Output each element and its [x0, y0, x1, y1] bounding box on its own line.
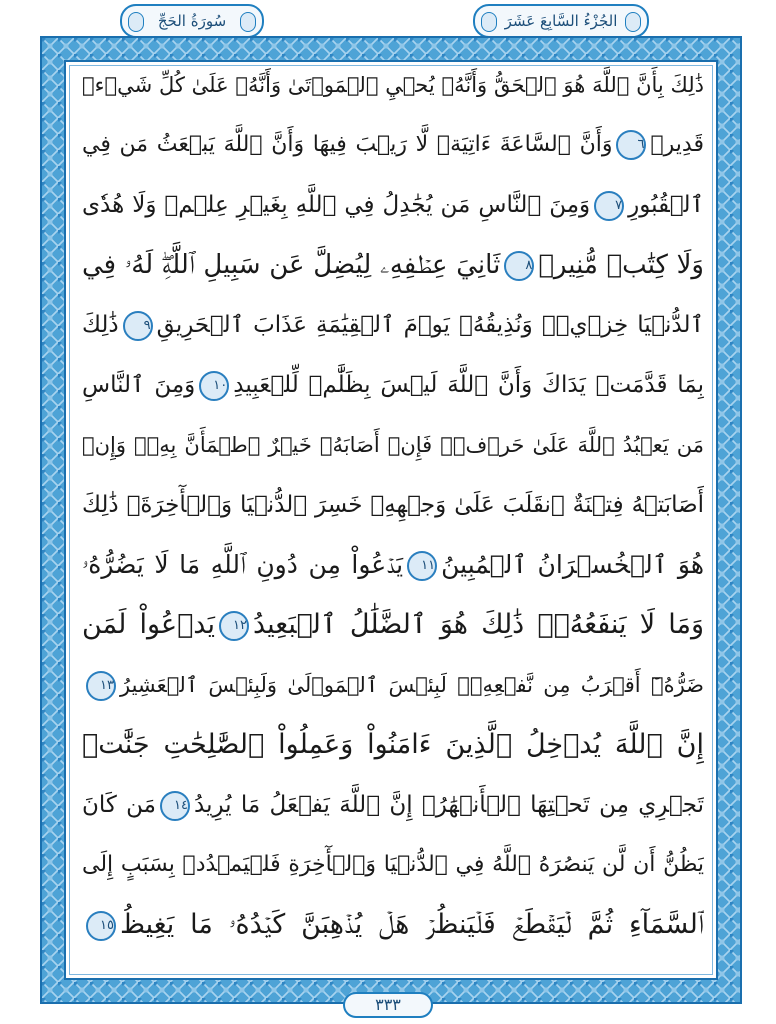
text-line: [82, 420, 704, 470]
juz-name-header: [473, 4, 649, 38]
text-line: [82, 660, 704, 710]
text-line: [82, 360, 704, 410]
ayah-number-marker: ٧: [594, 191, 624, 221]
surah-name: سُورَةُ الحَجِّ: [157, 12, 227, 30]
ayah-number-marker: ١٠: [199, 371, 229, 401]
verse-text: ذَٰلِكَ: [82, 312, 119, 338]
text-line: [82, 540, 704, 590]
verse-text: يَدۡعُواْ لَمَن: [82, 609, 215, 640]
verse-text: يَدۡعُواْ مِن دُونِ ٱللَّهِ مَا لَا يَضُرُّهُۥ: [82, 550, 404, 579]
verse-text: مَن يَعۡبُدُ ٱللَّهَ عَلَىٰ حَرۡفٖۖ فَإِنۡ أَصَابَهُۥ خَيۡرٌ ٱطۡمَأَنَّ بِهِۦۖ وَإِنۡ: [82, 433, 704, 457]
text-line: [82, 900, 704, 950]
text-line: [82, 780, 704, 830]
text-line: [82, 120, 704, 170]
text-line: [82, 840, 704, 890]
verse-text: بِمَا قَدَّمَتۡ يَدَاكَ وَأَنَّ ٱللَّهَ لَيۡسَ بِظَلَّٰمٖ لِّلۡعَبِيدِ: [233, 372, 704, 398]
verse-text: ذَٰلِكَ بِأَنَّ ٱللَّهَ هُوَ ٱلۡحَقُّ وَأَنَّهُۥ يُحۡيِ ٱلۡمَوۡتَىٰ وَأَنَّهُۥ عَلَىٰ كُلِّ شَيۡءٖ: [82, 73, 704, 97]
verse-text: يَظُنُّ أَن لَّن يَنصُرَهُ ٱللَّهُ فِي ٱلدُّنۡيَا وَٱلۡأٓخِرَةِ فَلۡيَمۡدُدۡ بِسَبَبٍ إِلَى: [82, 852, 704, 877]
quran-text: [82, 56, 704, 962]
verse-text: وَمِنَ ٱلنَّاسِ مَن يُجَٰدِلُ فِي ٱللَّهِ بِغَيۡرِ عِلۡمٖ وَلَا هُدٗى: [82, 192, 591, 218]
text-line: [82, 180, 704, 230]
text-line: [82, 60, 704, 110]
surah-name-header: [120, 4, 264, 38]
text-line: [82, 720, 704, 770]
verse-text: ٱلسَّمَآءِ ثُمَّ لۡيَقۡطَعۡ فَلۡيَنظُرۡ هَلۡ يُذۡهِبَنَّ كَيۡدُهُۥ مَا يَغِيظُ: [120, 909, 704, 940]
ayah-number-marker: ١٣: [86, 671, 116, 701]
verse-text: هُوَ ٱلۡخُسۡرَانُ ٱلۡمُبِينُ: [441, 550, 704, 579]
text-line: [82, 240, 704, 290]
verse-text: ضَرُّهُۥٓ أَقۡرَبُ مِن نَّفۡعِهِۦۚ لَبِئۡسَ ٱلۡمَوۡلَىٰ وَلَبِئۡسَ ٱلۡعَشِيرُ: [120, 673, 704, 697]
ayah-number-marker: ١١: [407, 551, 437, 581]
verse-text: وَلَا كِتَٰبٖ مُّنِيرٖ: [538, 250, 704, 280]
verse-text: ثَانِيَ عِطۡفِهِۦ لِيُضِلَّ عَن سَبِيلِ ٱللَّهِۖ لَهُۥ فِي: [82, 250, 501, 280]
ayah-number-marker: ١٢: [219, 611, 249, 641]
text-line: [82, 300, 704, 350]
verse-text: ٱلۡقُبُورِ: [628, 192, 704, 218]
verse-text: تَجۡرِي مِن تَحۡتِهَا ٱلۡأَنۡهَٰرُۚ إِنَّ ٱللَّهَ يَفۡعَلُ مَا يُرِيدُ: [194, 792, 704, 818]
verse-text: وَأَنَّ ٱلسَّاعَةَ ءَاتِيَةٞ لَّا رَيۡبَ فِيهَا وَأَنَّ ٱللَّهَ يَبۡعَثُ مَن فِي: [82, 132, 613, 157]
verse-text: أَصَابَتۡهُ فِتۡنَةٌ ٱنقَلَبَ عَلَىٰ وَجۡهِهِۦ خَسِرَ ٱلدُّنۡيَا وَٱلۡأٓخِرَةَۚ ذَٰلِكَ: [82, 492, 704, 518]
ayah-number-marker: ١٥: [86, 911, 116, 941]
juz-name: الجُزْءُ السَّابِعَ عَشَرَ: [504, 12, 618, 30]
ayah-number-marker: ٦: [616, 130, 646, 160]
text-line: [82, 600, 704, 650]
verse-text: ٱلدُّنۡيَا خِزۡيٞۖ وَنُذِيقُهُۥ يَوۡمَ ٱلۡقِيَٰمَةِ عَذَابَ ٱلۡحَرِيقِ: [156, 312, 704, 338]
ayah-number-marker: ٩: [123, 311, 153, 341]
text-line: [82, 480, 704, 530]
page-number: ٣٣٣: [343, 992, 433, 1018]
ayah-number-marker: ٨: [504, 251, 534, 281]
verse-text: مَن كَانَ: [82, 792, 157, 818]
ayah-number-marker: ١٤: [160, 791, 190, 821]
verse-text: قَدِيرٞ: [650, 132, 704, 157]
verse-text: إِنَّ ٱللَّهَ يُدۡخِلُ ٱلَّذِينَ ءَامَنُواْ وَعَمِلُواْ ٱلصَّٰلِحَٰتِ جَنَّٰتٖ: [82, 729, 704, 760]
verse-text: وَمَا لَا يَنفَعُهُۥۚ ذَٰلِكَ هُوَ ٱلضَّلَٰلُ ٱلۡبَعِيدُ: [252, 609, 704, 640]
verse-text: وَمِنَ ٱلنَّاسِ: [82, 372, 196, 398]
